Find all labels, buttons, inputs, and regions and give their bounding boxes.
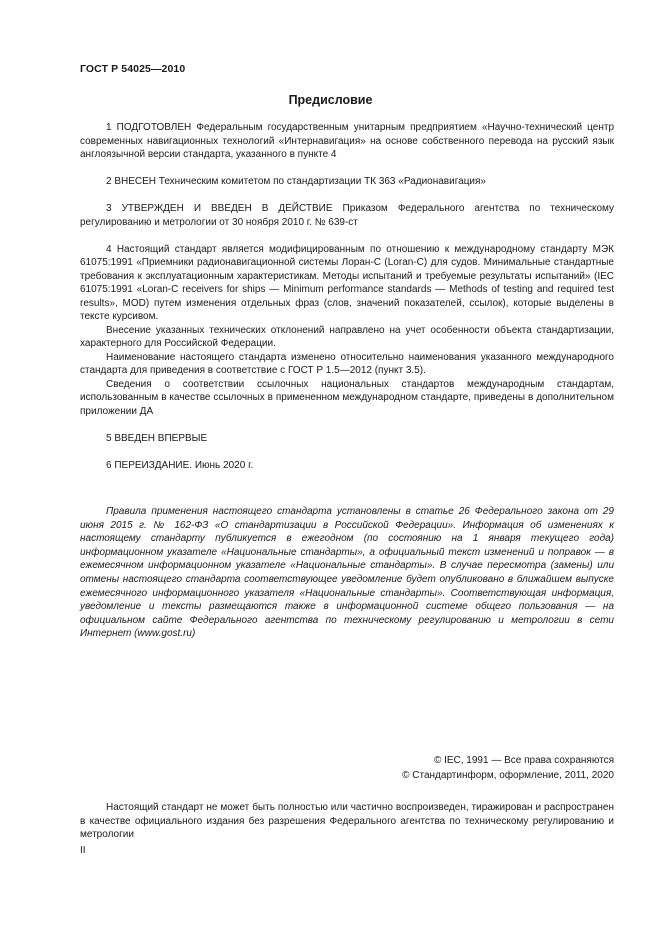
paragraph-5: 5 ВВЕДЕН ВПЕРВЫЕ xyxy=(106,432,208,444)
paragraph-4-deviations: Внесение указанных технических отклонений направлено на учет особенности объекта стандартизации, характерного для Российской Федерации. xyxy=(80,324,614,349)
paragraph-4-references: Сведения о соответствии ссылочных национальных стандартов международным стандартам, использованным в качестве ссылочных в примененном международном стандарте, приведены в дополнительном приложении ДА xyxy=(80,378,614,417)
paragraph-1: 1 ПОДГОТОВЛЕН Федеральным государственным унитарным предприятием «Научно-технический центр современных навигационных технологий «Интернавигация» на основе собственного перевода на русский язык англоязычной версии стандарта, указанного в пункте 4 xyxy=(80,122,614,160)
paragraph-2: 2 ВНЕСЕН Техническим комитетом по стандартизации ТК 363 «Радионавигация» xyxy=(106,176,486,187)
paragraph-3: 3 УТВЕРЖДЕН И ВВЕДЕН В ДЕЙСТВИЕ Приказом Федерального агентства по техническому регулированию и метрологии от 30 ноября 2010 г. № 639-ст xyxy=(80,203,614,228)
copyright-standartinform: © Стандартинформ, оформление, 2011, 2020 xyxy=(402,769,614,781)
reproduction-notice xyxy=(80,801,614,842)
page-number: II xyxy=(80,845,86,856)
document-code: ГОСТ Р 54025—2010 xyxy=(80,63,186,75)
copyright-iec: © IEC, 1991 — Все права сохраняются xyxy=(433,755,614,766)
rules-notice-text: Правила применения настоящего стандарта установлены в статье 26 Федерального закона от 29 июня 2015 г. № 162-ФЗ «О стандартизации в Российской Федерации». Информация об изменениях к настоящему стандарту публикуется в ежегодном (по состоянию на 1 января текущего года) информационном указателе «Национальные стандарты», а официальный текст изменений и поправок — в ежемесячном информационном указателе «Национальные стандарты». В случае пересмотра (замены) или отмены настоящего стандарта соответствующее уведомление будет опубликовано в ближайшем выпуске ежемесячного информационного указателя «Национальные стандарты». Соответствующая информация, уведомление и тексты размещаются также в информационной системе общего пользования — на официальном сайте Федерального агентства по техническому регулированию и метрологии в сети Интернет (www.gost.ru) xyxy=(80,506,614,640)
paragraph-4: 4 Настоящий стандарт является модифицированным по отношению к международному стандарту МЭК 61075:1991 «Приемники радионавигационной системы Лоран-С (Loran-C) для судов. Минимальные стандартные требования к эксплуатационным характеристикам. Методы испытаний и требуемые результаты испытаний» (IEC 61075:1991 «Loran-C receivers for ships — Minimum performance standards — Methods of testing and required test results», MOD) путем изменения отдельных фраз (слов, значений показателей, ссылок), которые выделены в тексте курсивом. xyxy=(80,243,614,322)
preface-body xyxy=(80,121,614,472)
paragraph-4-name-change: Наименование настоящего стандарта изменено относительно наименования указанного международного стандарта для приведения в соответствие с ГОСТ Р 1.5—2012 (пункт 3.5). xyxy=(80,351,614,376)
reproduction-notice-text: Настоящий стандарт не может быть полностью или частично воспроизведен, тиражирован и распространен в качестве официального издания без разрешения Федерального агентства по техническому регулированию и метрологии xyxy=(80,802,614,840)
rules-notice xyxy=(80,505,614,641)
section-title: Предисловие xyxy=(288,93,373,107)
copyright-block xyxy=(402,754,614,783)
paragraph-6: 6 ПЕРЕИЗДАНИЕ. Июнь 2020 г. xyxy=(106,459,254,471)
